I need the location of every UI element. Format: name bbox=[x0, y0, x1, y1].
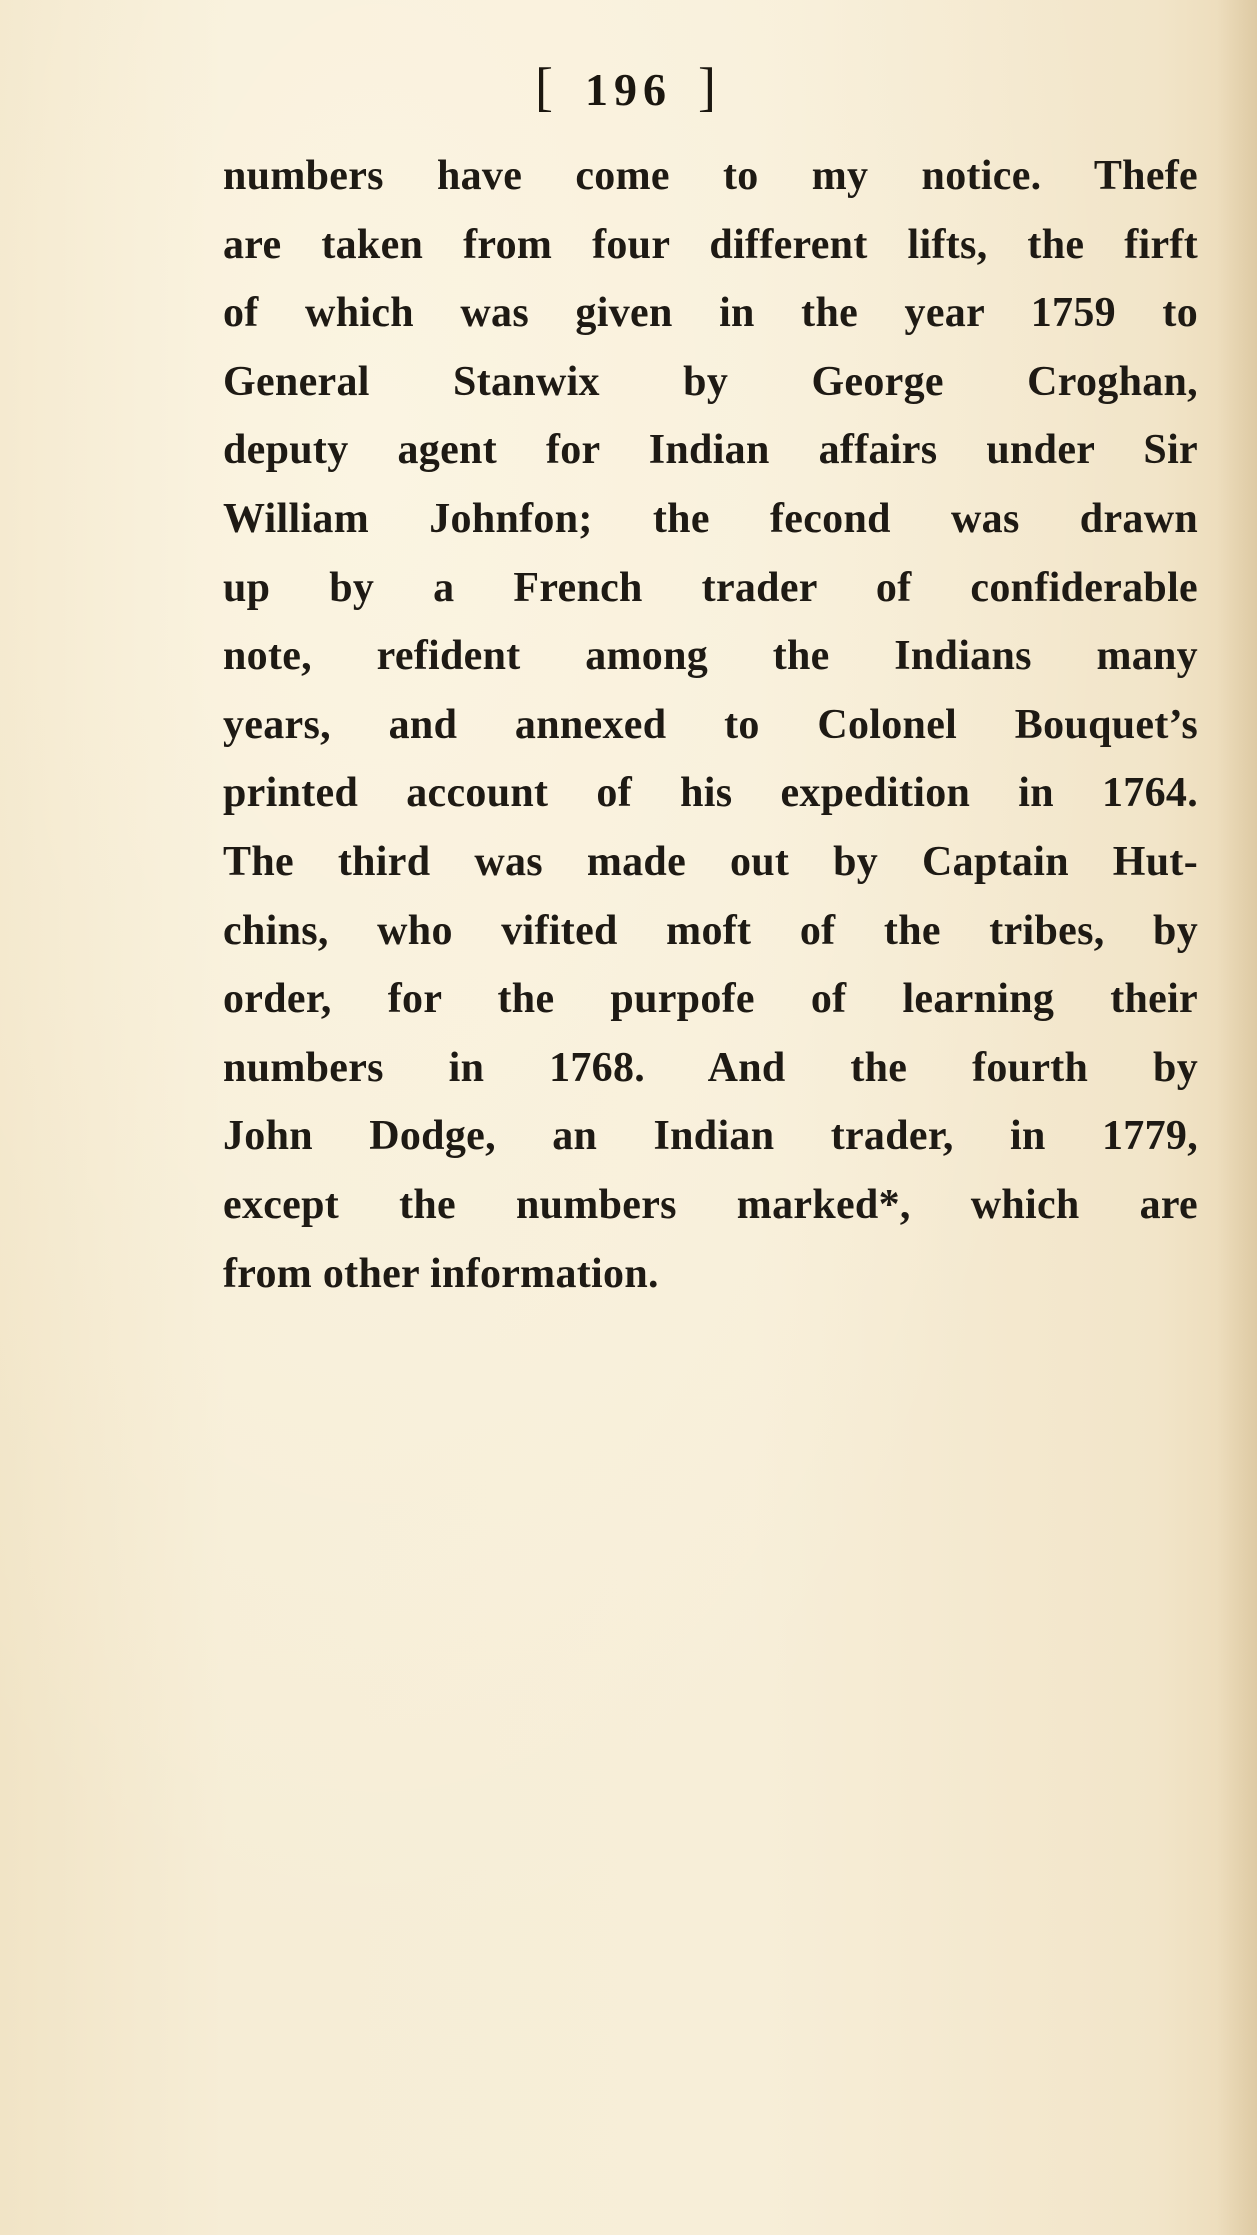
text-line: order, for the purpofe of learning their bbox=[223, 976, 1198, 1023]
text-line: years, and annexed to Colonel Bouquet’s bbox=[223, 701, 1198, 748]
text-line: General Stanwix by George Croghan, bbox=[223, 358, 1198, 405]
bracket-close: ] bbox=[698, 57, 722, 117]
text-line: numbers have come to my notice. Thefe bbox=[223, 153, 1198, 199]
text-line: chins, who vifited moft of the tribes, by bbox=[223, 907, 1198, 954]
text-line: printed account of his expedition in 1764. bbox=[223, 770, 1198, 817]
text-line: deputy agent for Indian affairs under Sir bbox=[223, 427, 1198, 474]
text-line: except the numbers marked*, which are bbox=[223, 1181, 1198, 1228]
page-edge-shadow bbox=[1217, 0, 1257, 2235]
body-text bbox=[223, 142, 1198, 1308]
text-line-last: from other information. bbox=[223, 1250, 659, 1297]
text-line: The third was made out by Captain Hut- bbox=[223, 838, 1198, 885]
text-line: note, refident among the Indians many bbox=[223, 633, 1198, 680]
bracket-open: [ bbox=[535, 57, 559, 117]
page-number: 196 bbox=[585, 64, 672, 115]
page-header bbox=[0, 56, 1257, 118]
text-line: are taken from four different lifts, the firft bbox=[223, 221, 1198, 268]
text-line: William Johnfon; the fecond was drawn bbox=[223, 495, 1198, 542]
text-line: numbers in 1768. And the fourth by bbox=[223, 1044, 1198, 1091]
text-line: John Dodge, an Indian trader, in 1779, bbox=[223, 1113, 1198, 1160]
text-line: up by a French trader of confiderable bbox=[223, 564, 1198, 611]
text-line: of which was given in the year 1759 to bbox=[223, 290, 1198, 337]
